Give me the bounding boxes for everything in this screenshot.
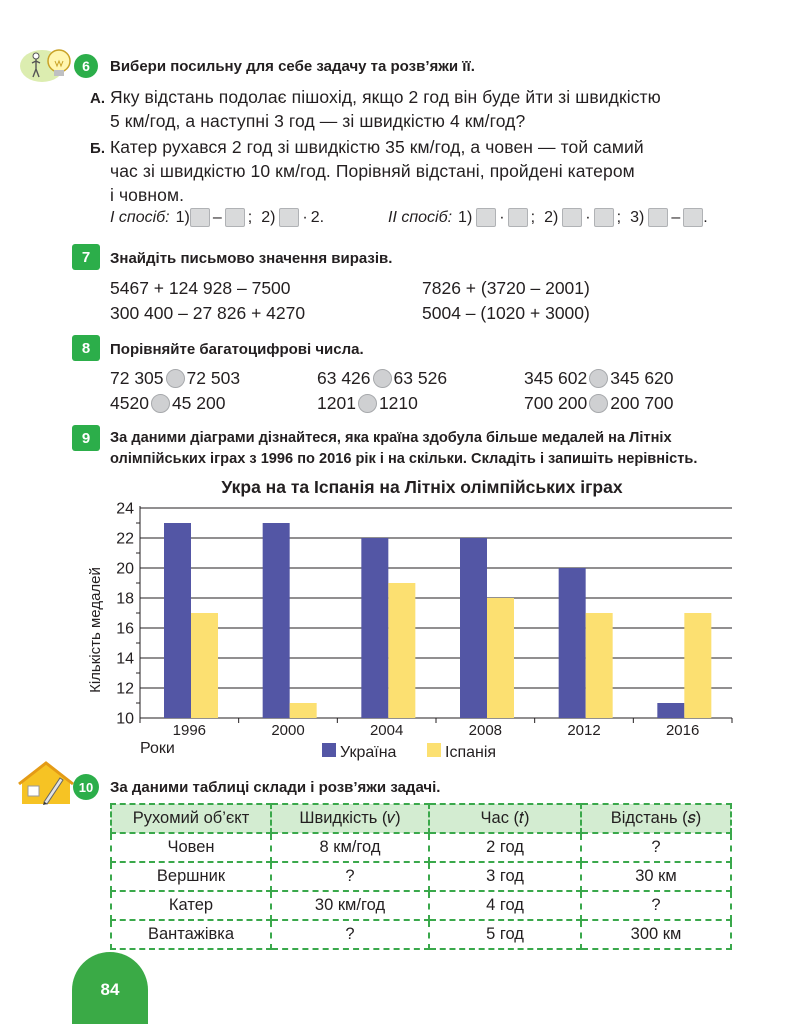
- number-right: 345 620: [610, 368, 674, 388]
- number-right: 200 700: [610, 393, 674, 413]
- expression-2: 300 400 – 27 826 + 4270: [110, 303, 306, 323]
- y-tick-label: 22: [116, 530, 134, 548]
- number-right: 1210: [378, 393, 418, 413]
- comparison-3: [524, 368, 674, 389]
- chart-title: Укра на та Іспанія на Літніх олімпійських іграх: [221, 477, 623, 497]
- way-2-n1: 1): [458, 208, 473, 226]
- answer-box[interactable]: [648, 208, 668, 227]
- y-tick-label: 12: [116, 680, 134, 698]
- way-2-row: [388, 208, 708, 227]
- legend-label-ukraine: Україна: [340, 744, 397, 761]
- y-axis-label: Кількість медалей: [87, 567, 104, 693]
- compare-circle[interactable]: [589, 369, 608, 388]
- bar-україна-2016: [657, 703, 684, 718]
- x-tick-label: 2000: [271, 722, 305, 739]
- answer-box[interactable]: [279, 208, 299, 227]
- table-cell: ?: [581, 891, 731, 920]
- table-cell: 5 год: [429, 920, 581, 949]
- semicolon: ;: [247, 208, 253, 226]
- answer-box[interactable]: [683, 208, 703, 227]
- table-cell: 4 год: [429, 891, 581, 920]
- expression-4: 5004 – (1020 + 3000): [422, 303, 590, 323]
- table-cell: Човен: [111, 833, 271, 862]
- bar-іспанія-2008: [487, 598, 514, 718]
- y-tick-label: 10: [116, 710, 134, 728]
- number-right: 63 526: [393, 368, 448, 388]
- answer-box[interactable]: [562, 208, 582, 227]
- task-6a-line-1: Яку відстань подолає пішохід, якщо 2 год він буде йти зі швидкістю: [110, 87, 661, 107]
- task-8-badge: 8: [72, 335, 100, 361]
- minus-sign: –: [212, 208, 222, 226]
- comparison-6: [524, 393, 674, 414]
- x-tick-label: 2012: [567, 722, 601, 739]
- number-right: 45 200: [171, 393, 226, 413]
- number-left: 72 305: [110, 368, 164, 388]
- number-left: 63 426: [317, 368, 371, 388]
- y-tick-label: 16: [116, 620, 134, 638]
- column-header: Відстань (𝑠): [581, 804, 731, 833]
- table-cell: ?: [271, 920, 429, 949]
- minus-sign: –: [671, 208, 681, 226]
- semicolon: ;: [616, 208, 622, 226]
- way-1-n2: 2): [261, 208, 276, 226]
- table-row: [111, 920, 731, 949]
- task-9-line-1: За даними діаграми дізнайтеся, яка країна здобула більше медалей на Літніх: [110, 430, 672, 446]
- y-tick-label: 18: [116, 590, 134, 608]
- task-6b-line-3: і човном.: [110, 185, 185, 205]
- x-tick-label: 2004: [369, 722, 404, 739]
- table-cell: Вантажівка: [111, 920, 271, 949]
- page-number: 84: [72, 952, 148, 1024]
- comparison-5: [317, 393, 418, 414]
- y-tick-label: 24: [116, 500, 134, 518]
- x-tick-label: 2008: [468, 722, 503, 739]
- medals-bar-chart: [70, 470, 760, 770]
- task-6a-line-2: 5 км/год, а наступні 3 год — зі швидкістю 4 км/год?: [110, 111, 526, 131]
- way-2-label: ІІ спосіб:: [388, 208, 453, 226]
- column-header: Швидкість (𝑣): [271, 804, 429, 833]
- task-6a-label: А.: [90, 90, 106, 107]
- bar-іспанія-2016: [684, 613, 711, 718]
- table-row: [111, 891, 731, 920]
- number-left: 345 602: [524, 368, 588, 388]
- bar-іспанія-1996: [191, 613, 218, 718]
- legend-swatch-spain: [427, 743, 441, 757]
- expression-3: 7826 + (3720 – 2001): [422, 278, 590, 298]
- table-cell: 2 год: [429, 833, 581, 862]
- task-10-badge: 10: [73, 774, 99, 800]
- bar-україна-2000: [263, 523, 290, 718]
- task-10-title: За даними таблиці склади і розв’яжи задачі.: [110, 779, 441, 796]
- comparison-1: [110, 368, 240, 389]
- table-cell: 300 км: [581, 920, 731, 949]
- task-7-title: Знайдіть письмово значення виразів.: [110, 250, 393, 267]
- number-left: 1201: [317, 393, 356, 413]
- task-6-badge: 6: [74, 54, 98, 78]
- x-tick-label: 1996: [172, 722, 207, 739]
- table-cell: 8 км/год: [271, 833, 429, 862]
- legend-label-spain: Іспанія: [445, 744, 497, 761]
- way-2-n2: 2): [544, 208, 559, 226]
- compare-circle[interactable]: [373, 369, 392, 388]
- table-row: [111, 833, 731, 862]
- task-8-title: Порівняйте багатоцифрові числа.: [110, 341, 364, 358]
- dot-sign: ·: [302, 208, 308, 226]
- bar-іспанія-2000: [290, 703, 317, 718]
- column-header: Час (𝑡): [429, 804, 581, 833]
- compare-circle[interactable]: [589, 394, 608, 413]
- table-cell: 3 год: [429, 862, 581, 891]
- factor-two: 2.: [310, 208, 325, 226]
- number-left: 700 200: [524, 393, 588, 413]
- bar-україна-2004: [361, 538, 388, 718]
- table-cell: ?: [271, 862, 429, 891]
- compare-circle[interactable]: [358, 394, 377, 413]
- bar-іспанія-2012: [586, 613, 613, 718]
- answer-box[interactable]: [508, 208, 528, 227]
- table-cell: ?: [581, 833, 731, 862]
- table-cell: 30 км: [581, 862, 731, 891]
- x-axis-label: Роки: [140, 740, 175, 757]
- bar-україна-1996: [164, 523, 191, 718]
- house-pencil-icon: [18, 760, 74, 806]
- task-6-title: Вибери посильну для себе задачу та розв’яжи її.: [110, 58, 475, 75]
- table-cell: Катер: [111, 891, 271, 920]
- task-6b-line-2: час зі швидкістю 10 км/год. Порівняй відстані, пройдені катером: [110, 161, 635, 181]
- task-6b-line-1: Катер рухався 2 год зі швидкістю 35 км/год, а човен — той самий: [110, 137, 644, 157]
- bar-україна-2008: [460, 538, 487, 718]
- number-right: 72 503: [186, 368, 241, 388]
- bar-іспанія-2004: [388, 583, 415, 718]
- compare-circle[interactable]: [166, 369, 185, 388]
- lightbulb-icon: [20, 44, 76, 84]
- table-cell: 30 км/год: [271, 891, 429, 920]
- semicolon: ;: [530, 208, 536, 226]
- table-cell: Вершник: [111, 862, 271, 891]
- comparison-4: [110, 393, 225, 414]
- expression-1: 5467 + 124 928 – 7500: [110, 278, 291, 298]
- y-tick-label: 20: [116, 560, 134, 578]
- dot-sign: ·: [499, 208, 505, 226]
- way-2-n3: 3): [630, 208, 645, 226]
- number-left: 4520: [110, 393, 149, 413]
- answer-box[interactable]: [225, 208, 245, 227]
- table-header-row: [111, 804, 731, 833]
- period: .: [703, 208, 708, 226]
- way-1-label: І спосіб:: [110, 208, 170, 226]
- task-9-badge: 9: [72, 425, 100, 451]
- bar-україна-2012: [559, 568, 586, 718]
- legend-swatch-ukraine: [322, 743, 336, 757]
- comparison-2: [317, 368, 447, 389]
- task-6b-label: Б.: [90, 140, 106, 157]
- compare-circle[interactable]: [151, 394, 170, 413]
- y-tick-label: 14: [116, 650, 134, 668]
- answer-box[interactable]: [190, 208, 210, 227]
- column-header: Рухомий об’єкт: [111, 804, 271, 833]
- way-1-row: [110, 208, 324, 227]
- x-tick-label: 2016: [665, 722, 700, 739]
- table-row: [111, 862, 731, 891]
- answer-box[interactable]: [594, 208, 614, 227]
- dot-sign: ·: [585, 208, 591, 226]
- task-7-badge: 7: [72, 244, 100, 270]
- motion-data-table: [110, 803, 732, 950]
- way-1-n1: 1): [175, 208, 190, 226]
- answer-box[interactable]: [476, 208, 496, 227]
- task-9-line-2: олімпійських іграх з 1996 по 2016 рік і на скільки. Складіть і запишіть нерівність.: [110, 451, 698, 467]
